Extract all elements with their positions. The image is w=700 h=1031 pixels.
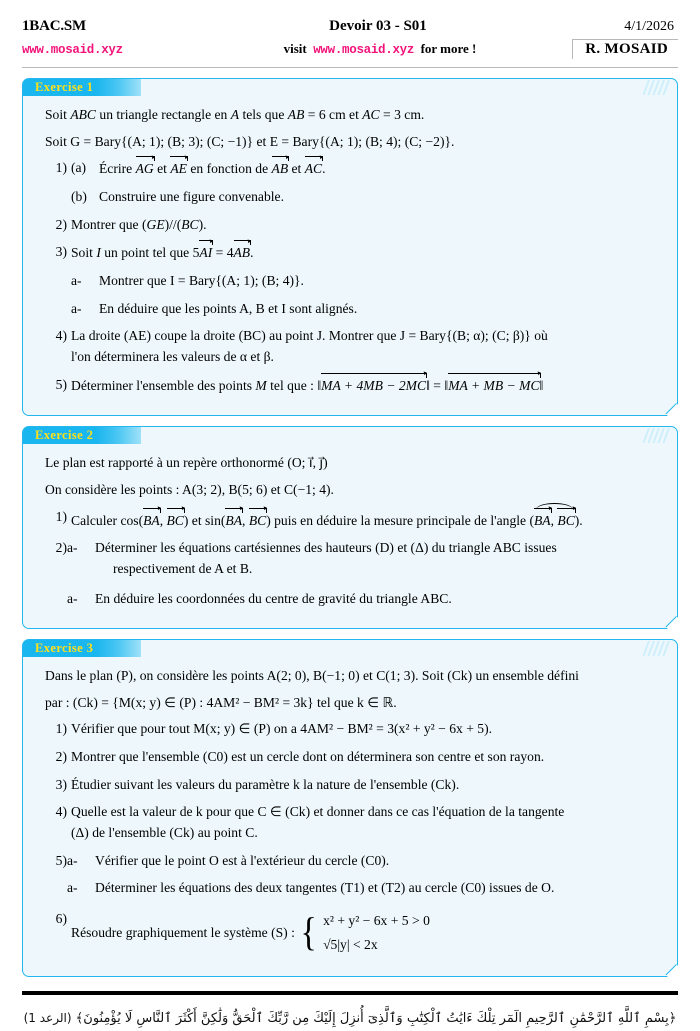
ex1-intro-e: tels que <box>239 107 288 122</box>
header-row-top <box>22 18 678 39</box>
ex1-q4-line2: l'on déterminera les valeurs de α et β. <box>71 348 274 364</box>
ex3-question-list <box>45 719 661 956</box>
ex3-q1-text: Vérifier que pour tout M(x; y) ∈ (P) on a 4AM² − BM² = 3(x² + y² − 6x + 5). <box>71 721 492 737</box>
ex1-q2-t3: )//( <box>164 216 182 232</box>
ex3-q5a <box>45 851 661 872</box>
ex2-q1-t6: , <box>550 512 558 528</box>
ex2-q2a-line2: respectivement de A et B. <box>113 560 253 576</box>
ex1-q3a <box>45 271 661 292</box>
teacher-name-wrap <box>548 39 678 59</box>
ex1-q1a-number: (a) <box>71 160 87 176</box>
exercise-1-header-wrap <box>23 79 677 96</box>
ex1-q3b-number: a- <box>71 300 82 316</box>
vector-BA: BA <box>143 510 160 532</box>
ex1-q3-t3: = 4 <box>212 245 234 261</box>
ex2-question-list <box>45 507 661 610</box>
exercise-2-header-wrap <box>23 427 677 444</box>
ex3-q3-number: 3) <box>55 776 67 792</box>
ex1-intro-c: un triangle rectangle en <box>96 107 231 122</box>
ex1-intro-f: AB <box>287 107 305 122</box>
exercise-3-box <box>22 639 678 976</box>
exercise-3-title: Exercise 3 <box>23 640 141 657</box>
exercise-1-body <box>23 96 677 405</box>
ex2-intro-line-2: On considère les points : A(3; 2), B(5; 6) et C(−1; 4). <box>45 481 334 497</box>
ex2-q1-t5: ) puis en déduire la mesure principale de l'angle ( <box>266 512 534 528</box>
exercise-3-header-wrap <box>23 640 677 657</box>
exercise-1-box <box>22 78 678 416</box>
class-label: 1BAC.SM <box>22 18 87 34</box>
ex1-q4-line1: La droite (AE) coupe la droite (BC) au point J. Montrer que J = Bary{(B; α); (C; β)} où <box>71 328 548 344</box>
ex1-q1a-t2: et <box>153 161 171 177</box>
ex3-q6 <box>45 909 661 957</box>
ex3-q4-line1: Quelle est la valeur de k pour que C ∈ (Ck) et donner dans ce cas l'équation de la tangente <box>71 804 565 820</box>
ex1-q1b-number: (b) <box>71 188 87 204</box>
ex1-q2-t5: ). <box>198 216 207 232</box>
ex2-q2b-text: En déduire les coordonnées du centre de gravité du triangle ABC. <box>95 590 452 606</box>
visit-suffix: for more ! <box>420 41 477 56</box>
ex1-q2-t1: Montrer que ( <box>71 216 147 232</box>
ex1-intro-i: = 3 cm. <box>379 107 425 122</box>
left-brace-icon: { <box>300 909 317 955</box>
vector-BA-2: BA <box>225 510 242 532</box>
ex3-q6-number: 6) <box>55 911 67 927</box>
ex1-q3-number: 3) <box>55 244 67 260</box>
quran-verse <box>22 1007 678 1031</box>
ex1-q2-number: 2) <box>55 216 67 232</box>
exam-page <box>0 18 700 1026</box>
ex3-q6-eq2: √5|y| < 2x <box>323 936 378 952</box>
ex2-q1-t4: , <box>242 512 249 528</box>
ex1-q3a-text: Montrer que I = Bary{(A; 1); (B; 4)}. <box>99 272 304 288</box>
ex1-q5-t1: Déterminer l'ensemble des points <box>71 377 256 393</box>
ex3-q5b-number: a- <box>67 880 78 896</box>
vector-AB-2: AB <box>234 242 251 264</box>
ex3-q6-row <box>71 909 661 957</box>
ex1-q3 <box>45 242 661 264</box>
ex1-q5-t2: tel que : ‖ <box>266 377 322 393</box>
ex1-intro-line-2: Soit G = Bary{(A; 1); (B; 3); (C; −1)} et E = Bary{(A; 1); (B; 4); (C; −2)}. <box>45 133 455 149</box>
ex1-q4-number: 4) <box>55 328 67 344</box>
ex1-q1b-text: Construire une figure convenable. <box>99 188 284 204</box>
ex1-q5-point-M: M <box>255 377 267 393</box>
ex1-q3-t4: . <box>250 245 254 261</box>
ex1-q1-number: 1) <box>55 160 67 176</box>
exercise-2-title: Exercise 2 <box>23 427 141 444</box>
ex1-intro-d: A <box>230 107 240 122</box>
ex1-q1a-t3: en fonction de <box>186 161 272 177</box>
ex3-q5a-text: Vérifier que le point O est à l'extérieur du cercle (C0). <box>95 852 390 868</box>
ex1-intro-line-1 <box>45 105 661 126</box>
ex1-q2-t2: GE <box>146 216 165 232</box>
ex2-q2-number: 2) <box>55 540 67 556</box>
system-of-inequalities <box>299 909 430 957</box>
ex2-q1-t2: , <box>159 512 167 528</box>
ex3-q5a-number: a- <box>67 852 78 868</box>
ex1-q3b-text: En déduire que les points A, B et I sont alignés. <box>99 300 358 316</box>
ex1-intro-h: AC <box>362 107 380 122</box>
ex1-intro-a: Soit <box>45 107 71 122</box>
ex1-q1a-t5: . <box>322 161 326 177</box>
site-link-left[interactable]: www.mosaid.xyz <box>22 43 123 57</box>
ex3-q3 <box>45 775 661 796</box>
vector-AE: AE <box>170 158 187 180</box>
ex1-q1a-t4: et <box>288 161 305 177</box>
ex1-q5-mid: ‖ = ‖ <box>426 377 449 393</box>
ex1-q2-t4: BC <box>181 216 199 232</box>
stripes-decoration-icon <box>643 428 673 443</box>
page-header <box>22 18 678 62</box>
ex1-q5-left-expr: MA + 4MB − 2MC <box>321 375 426 397</box>
ex2-q2b <box>45 589 661 610</box>
exam-date: 4/1/2026 <box>624 19 674 34</box>
ex1-q3-point-I: I <box>96 245 101 261</box>
ex1-q4 <box>45 326 661 367</box>
exercise-2-box <box>22 426 678 629</box>
ex3-intro-line-2: par : (Ck) = {M(x; y) ∈ (P) : 4AM² − BM² = 3k} tel que k ∈ ℝ. <box>45 694 397 710</box>
ex2-q2a <box>45 538 661 579</box>
ex1-question-list <box>45 158 661 396</box>
ex2-q1-t1: Calculer cos( <box>71 512 144 528</box>
ex1-q3a-number: a- <box>71 272 82 288</box>
ex3-q1-number: 1) <box>55 721 67 737</box>
visit-prefix: visit <box>283 41 307 56</box>
ex3-q2-text: Montrer que l'ensemble (C0) est un cercle dont on déterminera son centre et son rayon. <box>71 749 545 765</box>
ex3-q5-number: 5) <box>55 852 67 868</box>
ex3-q4-line2: (Δ) de l'ensemble (Ck) au point C. <box>71 825 258 841</box>
visit-line <box>212 41 548 57</box>
exercise-3-body <box>23 657 677 965</box>
header-divider <box>22 67 678 68</box>
ex1-q1b <box>45 187 661 208</box>
vector-AG: AG <box>136 158 154 180</box>
angle-arc-icon <box>534 507 575 532</box>
ex1-q2 <box>45 215 661 236</box>
ex1-q5-number: 5) <box>55 376 67 392</box>
system-lines <box>323 909 430 957</box>
ex3-q6-eq1: x² + y² − 6x + 5 > 0 <box>323 913 430 929</box>
ex3-q2-number: 2) <box>55 749 67 765</box>
vector-AB: AB <box>272 158 289 180</box>
ex1-intro-g: = 6 cm et <box>304 107 363 122</box>
ex3-q3-text: Étudier suivant les valeurs du paramètre k la nature de l'ensemble (Ck). <box>71 776 460 792</box>
vector-BC-2: BC <box>249 510 266 532</box>
vector-BC-3: BC <box>557 510 574 532</box>
ex3-q5b <box>45 878 661 899</box>
ex1-q3-t2: un point tel que 5 <box>100 245 200 261</box>
ex3-q2 <box>45 747 661 768</box>
page-title: Devoir 03 - S01 <box>329 18 427 34</box>
quran-verse-text: ﴿بِسْمِ ٱللَّهِ ٱلرَّحْمَٰنِ ٱلرَّحِيمِ الٓمٓر تِلْكَ ءَايَٰتُ ٱلْكِتَٰبِ وَٱلَّذِىٓ أُنزِلَ إِلَيْكَ مِن رَّبِّكَ ٱلْحَقُّ وَلَٰكِنَّ أَكْثَرَ ٱلنَّاسِ لَا يُؤْمِنُونَ﴾ <box>75 1010 677 1026</box>
ex3-q4 <box>45 802 661 843</box>
ex1-q3-t1: Soit <box>71 245 97 261</box>
ex2-q2a-line1: Déterminer les équations cartésiennes des hauteurs (D) et (Δ) du triangle ABC issues <box>95 540 557 556</box>
exercise-1-title: Exercise 1 <box>23 79 141 96</box>
footer-divider <box>22 991 678 995</box>
vector-BA-3: BA <box>534 510 551 532</box>
ex2-intro-line-1: Le plan est rapporté à un repère orthonormé (O; i⃗, j⃗) <box>45 455 328 471</box>
ex2-q1-t3: ) et sin( <box>183 512 226 528</box>
vector-BC: BC <box>167 510 184 532</box>
ex1-intro-b: ABC <box>70 107 96 122</box>
ex3-q4-number: 4) <box>55 804 67 820</box>
vector-AI: AI <box>199 242 212 264</box>
ex3-intro-line-1: Dans le plan (P), on considère les points A(2; 0), B(−1; 0) et C(1; 3). Soit (Ck) un ensemble défini <box>45 668 579 684</box>
ex1-q5 <box>45 375 661 397</box>
ex2-q1-t7: ). <box>574 512 583 528</box>
header-row-bottom <box>22 39 678 60</box>
ex1-q5-right-expr: MA + MB − MC <box>448 375 539 397</box>
ex3-q1 <box>45 719 661 740</box>
stripes-decoration-icon <box>643 641 673 656</box>
ex1-q1a-t1: Écrire <box>99 161 136 177</box>
ex1-q5-end: ‖ <box>539 377 544 393</box>
ex2-q2a-number: a- <box>67 540 78 556</box>
quran-verse-reference: (الرعد 1) <box>23 1010 72 1025</box>
stripes-decoration-icon <box>643 80 673 95</box>
exercise-2-body <box>23 444 677 618</box>
teacher-name: R. MOSAID <box>572 39 678 59</box>
ex1-q1a <box>45 158 661 180</box>
ex2-q1 <box>45 507 661 532</box>
vector-AC: AC <box>305 158 322 180</box>
ex2-q2b-number: a- <box>67 590 78 606</box>
ex2-q1-number: 1) <box>55 508 67 524</box>
ex1-q3b <box>45 299 661 320</box>
ex3-q5b-text: Déterminer les équations des deux tangentes (T1) et (T2) au cercle (C0) issues de O. <box>95 880 555 896</box>
site-link-center[interactable]: www.mosaid.xyz <box>313 43 415 57</box>
ex3-q6-text: Résoudre graphiquement le système (S) : <box>71 924 295 940</box>
